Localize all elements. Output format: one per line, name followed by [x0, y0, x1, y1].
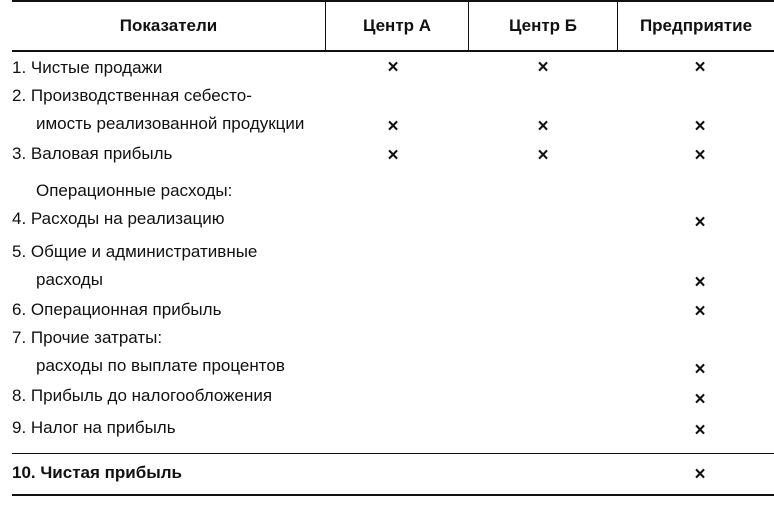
row-1-label: 1. Чистые продажи [12, 58, 163, 77]
row-6-enterprise-mark: × [694, 301, 706, 322]
row-5-enterprise-mark: × [694, 272, 706, 293]
total-row-label: 10. Чистая прибыль [12, 463, 182, 482]
header-enterprise-text: Предприятие [639, 16, 753, 35]
header-indicators [12, 0, 325, 52]
row-2-label-line-2: имость реализованной продукции [36, 114, 305, 133]
header-indicators-text: Показатели [119, 16, 218, 35]
row-5-label-line-1: 5. Общие и административные [12, 242, 258, 261]
row-7-label-line-2: расходы по выплате процентов [36, 356, 285, 375]
header-enterprise [618, 0, 774, 52]
header-center-b [469, 0, 617, 52]
total-row-enterprise-mark: × [694, 464, 706, 485]
header-center-a [326, 0, 468, 52]
row-2-center-a-mark: × [387, 116, 399, 137]
header-center-b-text: Центр Б [509, 16, 577, 35]
row-1-center-a-mark: × [387, 57, 399, 78]
header-center-a-text: Центр А [362, 16, 432, 35]
operating-expenses-heading: Операционные расходы: [36, 181, 233, 200]
row-2-enterprise-mark: × [694, 116, 706, 137]
row-8-label: 8. Прибыль до налогообложения [12, 386, 273, 405]
row-1-center-b-mark: × [537, 57, 549, 78]
table-bottom-rule [12, 494, 774, 496]
total-top-rule [12, 453, 774, 454]
row-3-label: 3. Валовая прибыль [12, 144, 173, 163]
row-3-center-b-mark: × [537, 145, 549, 166]
row-3-enterprise-mark: × [694, 145, 706, 166]
row-9-label: 9. Налог на прибыль [12, 418, 176, 437]
row-2-center-b-mark: × [537, 116, 549, 137]
row-6-label: 6. Операционная прибыль [12, 300, 222, 319]
row-4-label: 4. Расходы на реализацию [12, 209, 225, 228]
row-5-label-line-2: расходы [36, 270, 103, 289]
row-9-enterprise-mark: × [694, 420, 706, 441]
row-2-label-line-1: 2. Производственная себесто- [12, 86, 252, 105]
row-1-enterprise-mark: × [694, 57, 706, 78]
row-7-label-line-1: 7. Прочие затраты: [12, 328, 163, 347]
row-7-enterprise-mark: × [694, 359, 706, 380]
row-8-enterprise-mark: × [694, 389, 706, 410]
row-3-center-a-mark: × [387, 145, 399, 166]
row-4-enterprise-mark: × [694, 212, 706, 233]
